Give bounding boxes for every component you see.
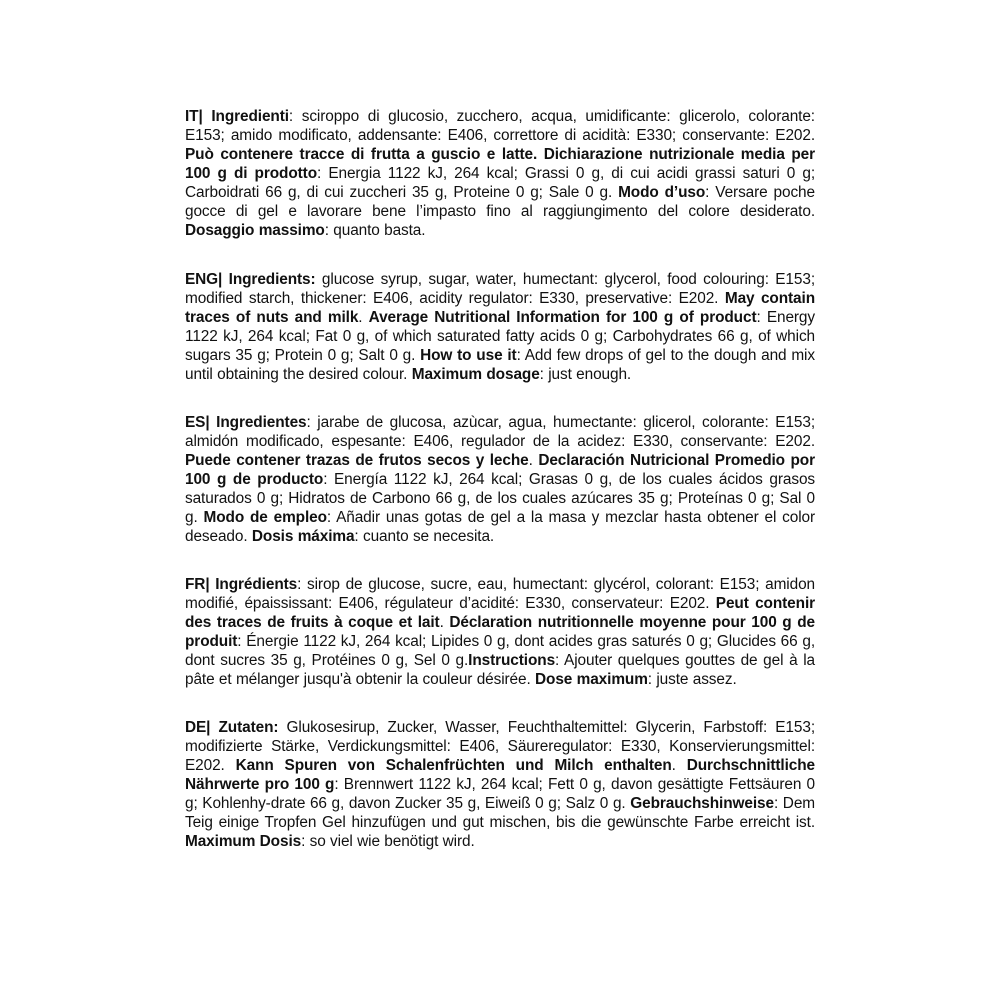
- text-segment: Ingredienti: [202, 108, 289, 126]
- text-segment: : Añadir unas gotas de gel a la masa y mezclar hasta obtener el color deseado.: [185, 508, 816, 545]
- text-segment: : Énergie 1122 kJ, 264 kcal; Lipides 0 g, dont acides gras saturés 0 g; Glucides 66 g, dont sucres 35 g, Protéines 0 g, Sel 0 g.: [185, 632, 815, 669]
- text-segment: Dosaggio massimo: [185, 222, 325, 240]
- text-segment: : Ajouter quelques gouttes de gel à la pâte et mélanger jusqu'à obtenir la couleur désirée.: [185, 651, 815, 688]
- text-segment: : quanto basta.: [324, 222, 426, 240]
- text-segment: : Energy 1122 kJ, 264 kcal; Fat 0 g, of which saturated fatty acids 0 g; Carbohydrates 66 g, of which sugars 35 g; Protein 0 g; Salt 0 g.: [185, 308, 815, 364]
- text-segment: Declaración Nutricional Promedio por 100 g de producto: [185, 451, 815, 488]
- text-segment: Instructions: [468, 651, 556, 669]
- text-segment: : sciroppo di glucosio, zucchero, acqua, umidificante: glicerolo, colorante: E153; amido modificato, addensante: E406, correttore di acidità: E330; conservante: E202.: [185, 108, 815, 145]
- text-segment: : cuanto se necesita.: [354, 527, 495, 545]
- text-segment: Peut contenir des traces de fruits à coque et lait: [185, 594, 816, 631]
- text-segment: : Add few drops of gel to the dough and mix until obtaining the desired colour.: [185, 346, 815, 383]
- language-tag-es: ES|: [185, 413, 210, 431]
- text-segment: .: [358, 308, 369, 326]
- text-segment: : jarabe de glucosa, azùcar, agua, humectante: glicerol, colorante: E153; almidón modificado, espesante: E406, regulador de la acidez: E330, conservante: E202.: [185, 413, 815, 450]
- text-segment: Modo de empleo: [203, 508, 327, 526]
- text-segment: .: [528, 451, 539, 469]
- text-segment: : Brennwert 1122 kJ, 264 kcal; Fett 0 g, davon gesättigte Fettsäuren 0 g; Kohlenhy-drate 66 g, davon Zucker 35 g, Eiweiß 0 g; Salz 0 g.: [185, 775, 816, 812]
- language-tag-de: DE|: [185, 718, 211, 736]
- language-block-de: [185, 718, 815, 851]
- language-block-es: [185, 413, 815, 546]
- text-segment: : just enough.: [539, 365, 632, 383]
- text-segment: : so viel wie benötigt wird.: [301, 832, 475, 850]
- text-segment: Maximum Dosis: [185, 832, 302, 850]
- text-segment: How to use it: [420, 346, 517, 364]
- text-segment: Gebrauchshinweise: [630, 794, 774, 812]
- text-segment: Ingredientes: [209, 413, 307, 431]
- text-segment: Modo d’uso: [618, 184, 706, 202]
- text-segment: May contain traces of nuts and milk: [185, 289, 815, 326]
- language-tag-eng: ENG|: [185, 270, 223, 288]
- language-tag-fr: FR|: [185, 575, 210, 593]
- text-segment: Glukosesirup, Zucker, Wasser, Feuchthaltemittel: Glycerin, Farbstoff: E153; modifizierte Stärke, Verdickungsmittel: E406, Säureregulator: E330, Konservierungsmittel: E202.: [185, 718, 815, 774]
- text-segment: Puede contener trazas de frutos secos y leche: [185, 451, 529, 469]
- text-segment: : juste assez.: [647, 670, 737, 688]
- text-segment: Dose maximum: [535, 670, 648, 688]
- text-segment: Average Nutritional Information for 100 g of product: [368, 308, 757, 326]
- text-segment: .: [439, 613, 450, 631]
- text-segment: : Dem Teig einige Tropfen Gel hinzufügen und gut mischen, bis die gewünschte Farbe erreicht ist.: [185, 794, 816, 831]
- text-segment: Maximum dosage: [411, 365, 540, 383]
- language-tag-it: IT|: [185, 108, 203, 126]
- text-segment: Ingrédients: [209, 575, 298, 593]
- text-segment: Déclaration nutritionnelle moyenne pour 100 g de produit: [185, 613, 815, 650]
- language-block-it: [185, 107, 815, 240]
- text-segment: : Energía 1122 kJ, 264 kcal; Grasas 0 g, de los cuales ácidos grasos saturados 0 g; Hidratos de Carbono 66 g, de los cuales azúcares 35 g; Proteínas 0 g; Sal 0 g.: [185, 470, 815, 526]
- text-segment: : Versare poche gocce di gel e lavorare bene l’impasto fino al raggiungimento del colore desiderato.: [185, 184, 815, 221]
- text-segment: glucose syrup, sugar, water, humectant: glycerol, food colouring: E153; modified starch, thickener: E406, acidity regulator: E330, preservative: E202.: [185, 270, 815, 307]
- text-segment: Kann Spuren von Schalenfrüchten und Milch enthalten: [235, 756, 672, 774]
- text-segment: Zutaten:: [210, 718, 279, 736]
- text-segment: Può contenere tracce di frutta a guscio e latte. Dichiarazione nutrizionale media per 100 g di prodotto: [185, 146, 815, 183]
- text-segment: .: [671, 756, 687, 774]
- language-blocks-container: [185, 107, 815, 851]
- text-segment: Ingredients:: [222, 270, 316, 288]
- text-segment: Dosis máxima: [251, 527, 355, 545]
- language-block-eng: [185, 270, 815, 384]
- text-segment: : Energia 1122 kJ, 264 kcal; Grassi 0 g, di cui acidi grassi saturi 0 g; Carboidrati 66 g, di cui zuccheri 35 g, Proteine 0 g; Sale 0 g.: [185, 165, 815, 202]
- text-segment: Durchschnittliche Nährwerte pro 100 g: [185, 756, 815, 793]
- text-segment: : sirop de glucose, sucre, eau, humectant: glycérol, colorant: E153; amidon modifié, épaississant: E406, régulateur d’acidité: E330, conservateur: E202.: [185, 575, 815, 612]
- language-block-fr: [185, 575, 815, 689]
